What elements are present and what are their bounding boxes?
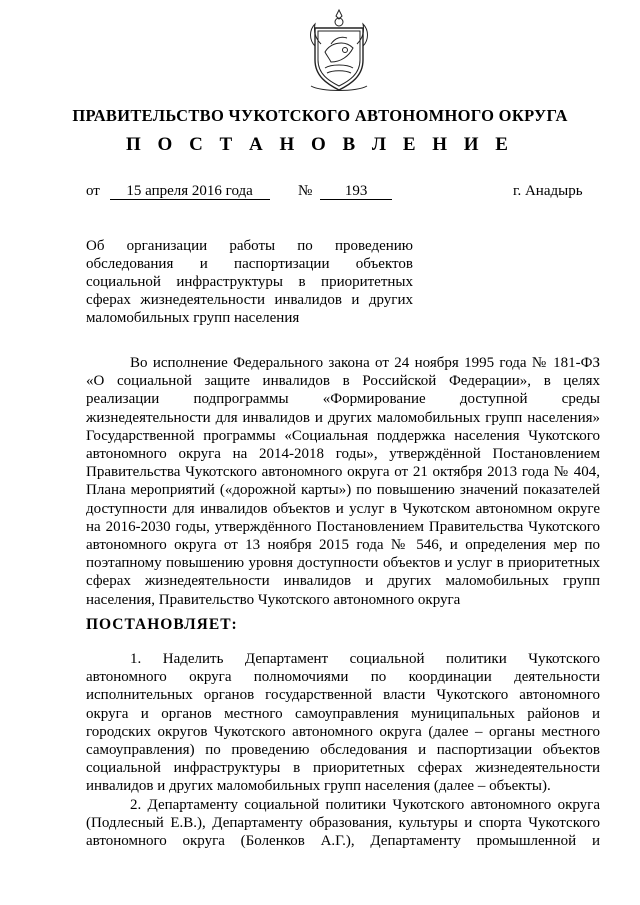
preamble-line: сферах жизнедеятельности инвалидов и других маломобильных групп	[86, 573, 600, 590]
preamble-line: поэтапному повышению уровня доступности объектов и услуг в приоритетных	[86, 555, 600, 572]
item-1-line: округа и органов местного самоуправления муниципальных районов и	[86, 705, 600, 722]
preamble-line: жизнедеятельности для инвалидов и других маломобильных групп населения»	[86, 409, 600, 426]
item-2-line: 2. Департаменту социальной политики Чукотского автономного округа	[130, 797, 600, 813]
item-2-line: автономного округа (Боленков А.Г.), Департаменту промышленной и	[86, 833, 600, 850]
subject-line: сферах жизнедеятельности инвалидов и других	[86, 292, 413, 308]
document-type-title: П О С Т А Н О В Л Е Н И Е	[126, 134, 514, 155]
preamble-line: Правительства Чукотского автономного округа от 21 октября 2013 года № 404,	[86, 464, 600, 481]
preamble-line: автономного округа от 13 ноября 2015 года № 546, и определения мер по	[86, 537, 600, 554]
date-field	[86, 183, 270, 200]
document-date: 15 апреля 2016 года	[110, 183, 270, 200]
subject-line: маломобильных групп населения	[86, 310, 300, 326]
subject-line: социальной инфраструктуры в приоритетных	[86, 274, 413, 290]
preamble-line: Государственной программы «Социальная поддержка населения Чукотского	[86, 427, 600, 444]
document-number: 193	[320, 183, 392, 200]
preamble-paragraph	[86, 354, 600, 609]
preamble-line: Плана мероприятий («дорожной карты») по повышению значений показателей	[86, 482, 600, 499]
item-2-line: (Подлесный Е.В.), Департаменту образования, культуры и спорта Чукотского	[86, 815, 600, 832]
preamble-line: автономного округа на 2014-2018 годы», утверждённой Постановлением	[86, 446, 600, 463]
item-1-paragraph	[86, 650, 600, 796]
item-2-paragraph	[86, 796, 600, 851]
number-field	[298, 183, 392, 200]
number-label: №	[298, 183, 313, 199]
item-1-line: самоуправления) по проведению обследования и паспортизации объектов	[86, 742, 600, 759]
preamble-line: «О социальной защите инвалидов в Российской Федерации», в целях	[86, 373, 600, 390]
subject-line: обследования и паспортизации объектов	[86, 256, 413, 272]
item-1-line: автономного округа полномочиями по координации деятельности	[86, 669, 600, 686]
government-title: ПРАВИТЕЛЬСТВО ЧУКОТСКОГО АВТОНОМНОГО ОКРУГА	[72, 106, 568, 125]
preamble-line: Во исполнение Федерального закона от 24 ноября 1995 года № 181-ФЗ	[130, 355, 600, 371]
item-1-line: социальной инфраструктуры в приоритетных сферах жизнедеятельности	[86, 760, 600, 777]
city-name: г. Анадырь	[513, 183, 583, 199]
from-label: от	[86, 183, 100, 199]
preamble-line: на 2016-2030 годы, утверждённого Постановлением Правительства Чукотского	[86, 518, 600, 535]
decree-heading: ПОСТАНОВЛЯЕТ:	[86, 616, 238, 633]
item-1-line: исполнительных органов государственной власти Чукотского автономного	[86, 687, 600, 704]
subject-line: Об организации работы по проведению	[86, 238, 413, 254]
preamble-line: реализации подпрограммы «Формирование доступной среды	[86, 391, 600, 408]
preamble-line: доступности для инвалидов объектов и услуг в Чукотском автономном округе	[86, 500, 600, 517]
coat-of-arms-emblem	[301, 6, 377, 94]
document-subject	[86, 237, 413, 327]
item-1-line: инвалидов и других маломобильных групп населения (далее – объекты).	[86, 778, 551, 795]
item-1-line: 1. Наделить Департамент социальной политики Чукотского	[130, 651, 600, 667]
item-1-line: городских округов Чукотского автономного округа (далее – органы местного	[86, 723, 600, 740]
preamble-line: населения, Правительство Чукотского автономного округа	[86, 591, 461, 608]
